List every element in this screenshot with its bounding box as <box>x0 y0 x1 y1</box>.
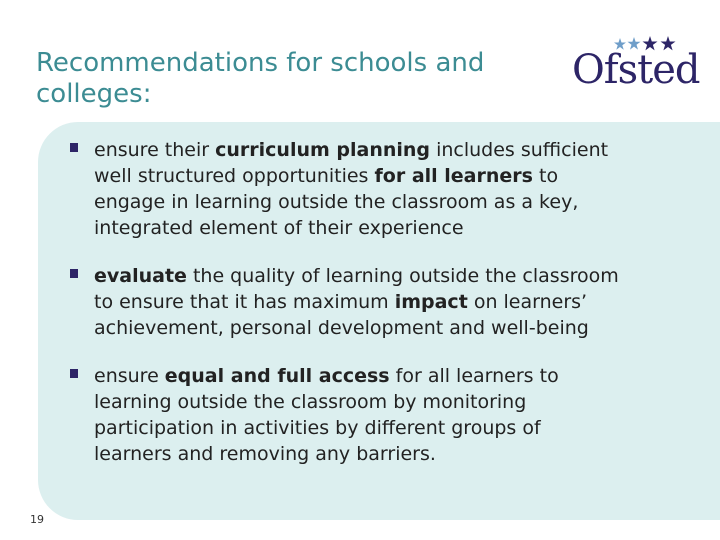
bullet-list <box>64 137 624 489</box>
square-bullet-icon <box>70 143 78 152</box>
square-bullet-icon <box>70 369 78 378</box>
bullet-text: evaluate the quality of learning outside the classroom to ensure that it has maximum impact on learners’ achievement, personal development and well-being <box>94 265 619 339</box>
bullet-item <box>64 263 624 341</box>
bullet-item <box>64 137 624 241</box>
bullet-text: ensure equal and full access for all learners to learning outside the classroom by monitoring participation in activities by different groups of learners and removing any barriers. <box>94 365 559 465</box>
bullet-text: ensure their curriculum planning includes sufficient well structured opportunities for all learners to engage in learning outside the classroom as a key, integrated element of their experience <box>94 139 609 239</box>
slide-title: Recommendations for schools and colleges: <box>36 48 485 109</box>
square-bullet-icon <box>70 269 78 278</box>
logo-wordmark: Ofsted <box>572 47 700 93</box>
bullet-item <box>64 363 624 467</box>
page-number: 19 <box>30 513 44 526</box>
ofsted-logo <box>572 36 700 96</box>
